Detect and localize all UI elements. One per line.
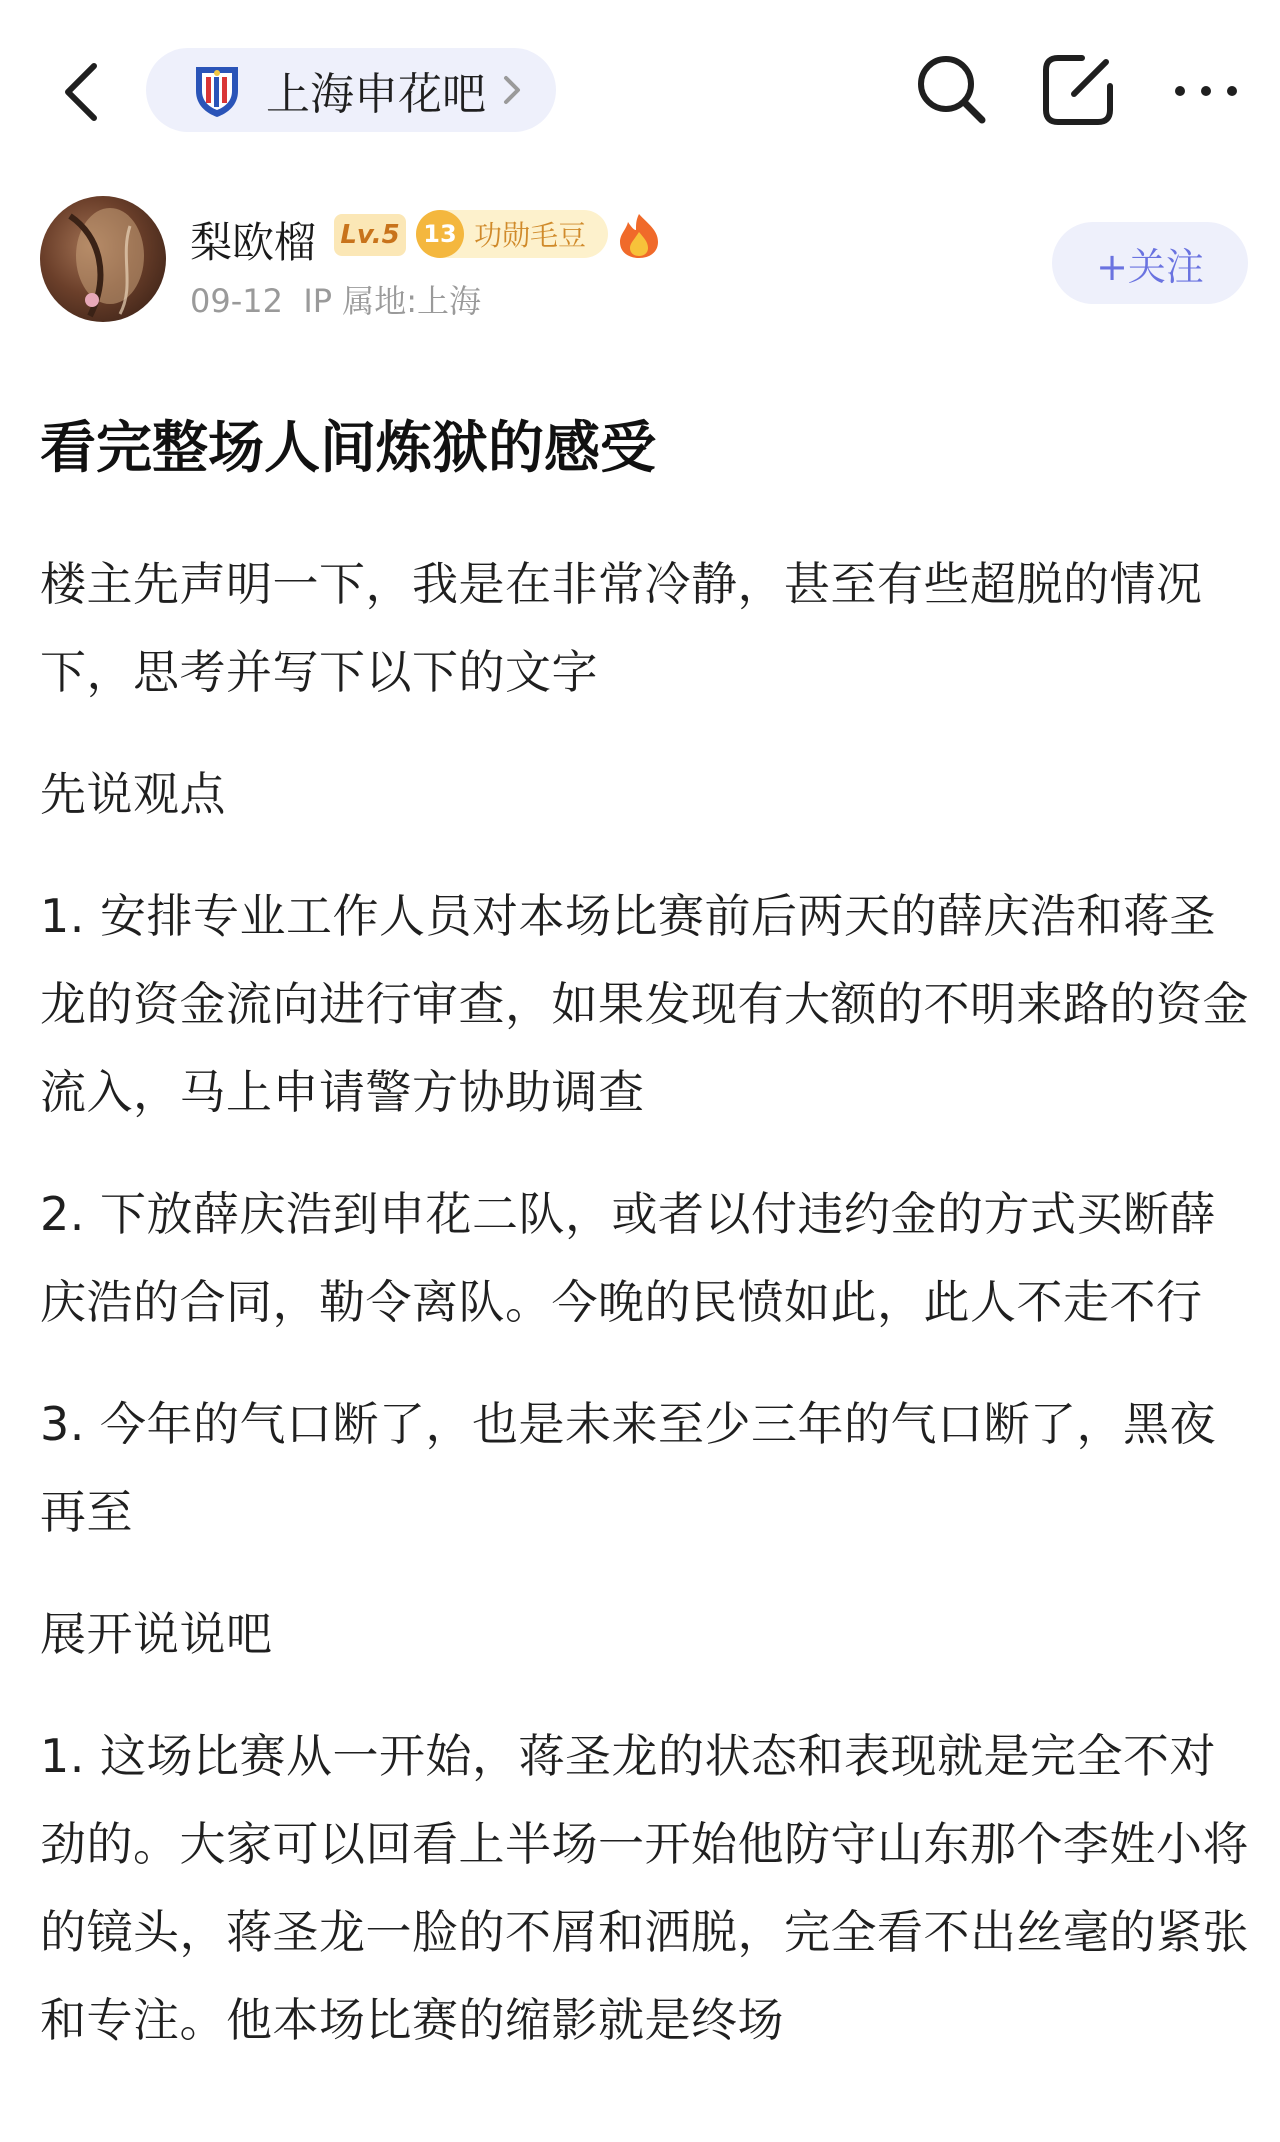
back-arrow-icon	[50, 52, 114, 132]
edit-button[interactable]	[1036, 48, 1120, 132]
post-meta	[190, 276, 481, 322]
chevron-right-icon	[500, 70, 526, 110]
medal-number: 13	[416, 210, 464, 258]
ip-location: IP 属地:上海	[303, 282, 482, 320]
post-paragraph: 2. 下放薛庆浩到申花二队，或者以付违约金的方式买断薛庆浩的合同，勒令离队。今晚的民愤如此，此人不走不行	[40, 1187, 1217, 1329]
forum-entry-pill[interactable]	[146, 48, 556, 132]
back-button[interactable]	[50, 52, 114, 132]
medal-label: 功勋毛豆	[474, 219, 587, 252]
post-paragraph: 3. 今年的气口断了，也是未来至少三年的气口断了，黑夜再至	[40, 1397, 1217, 1539]
follow-button[interactable]: +关注	[1052, 222, 1248, 304]
post-body	[40, 540, 1250, 2098]
avatar-image	[40, 196, 166, 322]
post-title: 看完整场人间炼狱的感受	[40, 416, 656, 481]
forum-name: 上海申花吧	[266, 69, 486, 120]
more-icon	[1166, 66, 1246, 116]
post-paragraph: 楼主先声明一下，我是在非常冷静，甚至有些超脱的情况下，思考并写下以下的文字	[40, 557, 1203, 699]
author-name[interactable]: 梨欧榴	[190, 218, 317, 267]
level-badge: Lv.5	[334, 214, 406, 256]
post-paragraph: 展开说说吧	[40, 1607, 273, 1661]
top-nav-bar	[0, 0, 1280, 190]
post-date: 09-12	[190, 282, 283, 320]
shenhua-logo-icon	[188, 61, 246, 119]
post-paragraph: 1. 安排专业工作人员对本场比赛前后两天的薛庆浩和蒋圣龙的资金流向进行审查，如果发现有大额的不明来路的资金流入，马上申请警方协助调查	[40, 889, 1249, 1119]
search-icon	[910, 48, 994, 132]
fire-badge-icon	[614, 210, 664, 260]
post-paragraph: 1. 这场比赛从一开始，蒋圣龙的状态和表现就是完全不对劲的。大家可以回看上半场一开始他防守山东那个李姓小将的镜头，蒋圣龙一脸的不屑和洒脱，完全看不出丝毫的紧张和专注。他本场比赛的缩影就是终场	[40, 1729, 1249, 2047]
more-button[interactable]	[1166, 66, 1246, 116]
author-avatar[interactable]	[40, 196, 166, 322]
edit-icon	[1036, 48, 1120, 132]
search-button[interactable]	[910, 48, 994, 132]
post-paragraph: 先说观点	[40, 767, 226, 821]
medal-badge	[416, 210, 608, 258]
